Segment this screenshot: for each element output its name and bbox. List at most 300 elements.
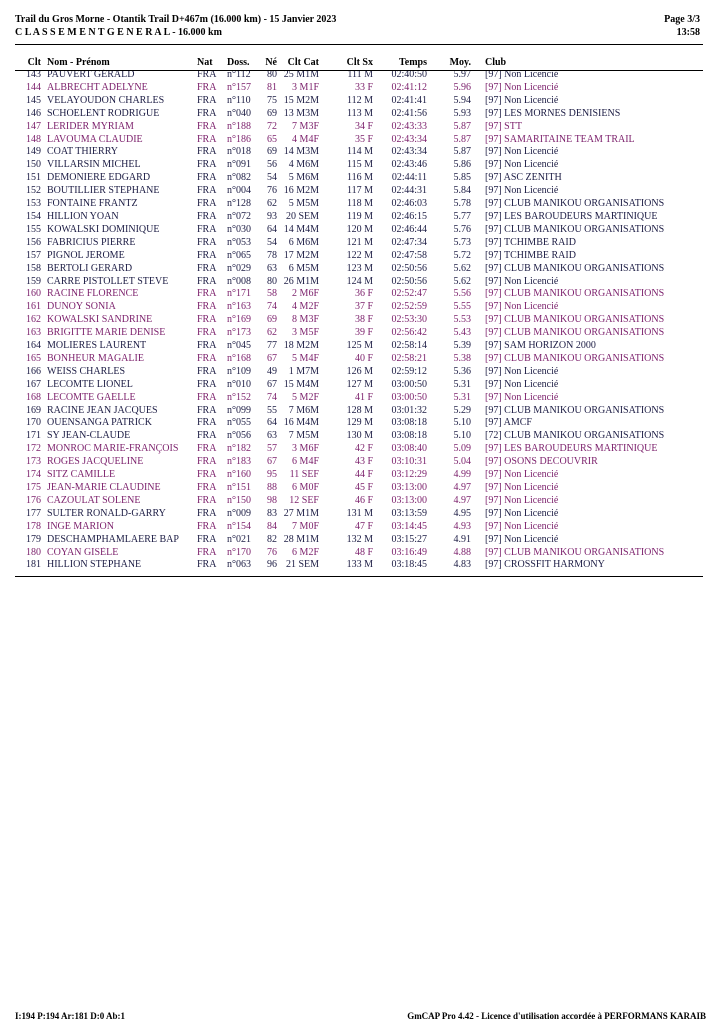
finish-time-cell: 03:10:31 [391, 456, 427, 468]
average-speed-cell: 5.04 [453, 456, 471, 468]
finish-time-cell: 03:12:29 [391, 469, 427, 481]
table-row [15, 108, 703, 121]
sex-rank-cell: 38 F [354, 314, 373, 326]
category-rank-cell: 26 M1M [283, 275, 319, 287]
category-rank-cell: 21 SEM [285, 559, 319, 571]
footer-license: GmCAP Pro 4.42 - Licence d'utilisation accordée à PERFORMANS KARAIB [407, 1011, 706, 1021]
club-cell: [97] CLUB MANIKOU ORGANISATIONS [485, 327, 665, 339]
average-speed-cell: 5.62 [453, 275, 471, 287]
finish-time-cell: 03:08:40 [391, 443, 427, 455]
birth-year-cell: 56 [267, 159, 277, 171]
sex-rank-cell: 119 M [346, 210, 373, 222]
table-row [15, 146, 703, 159]
nationality-cell: FRA [197, 172, 217, 184]
bib-number-cell: n°183 [227, 456, 251, 468]
sex-rank-cell: 127 M [346, 378, 373, 390]
bib-number-cell: n°160 [227, 469, 251, 481]
club-cell: [97] AMCF [485, 417, 532, 429]
table-row [15, 288, 703, 301]
nationality-cell: FRA [197, 185, 217, 197]
club-cell: [97] Non Licencié [485, 159, 559, 171]
birth-year-cell: 69 [267, 146, 277, 158]
rank-cell: 178 [26, 520, 41, 532]
page-number: Page 3/3 [664, 14, 700, 25]
runner-name-cell: DEMONIERE EDGARD [47, 172, 151, 184]
nationality-cell: FRA [197, 288, 217, 300]
runner-name-cell: KOWALSKI SANDRINE [47, 314, 153, 326]
club-cell: [97] LES BAROUDEURS MARTINIQUE [485, 443, 658, 455]
average-speed-cell: 5.09 [453, 443, 471, 455]
category-rank-cell: 6 M0F [292, 482, 319, 493]
birth-year-cell: 69 [267, 107, 277, 119]
club-cell: [97] CLUB MANIKOU ORGANISATIONS [485, 314, 665, 326]
nationality-cell: FRA [197, 456, 217, 468]
rank-cell: 166 [26, 365, 41, 377]
nationality-cell: FRA [197, 133, 217, 145]
club-cell: [97] Non Licencié [485, 494, 559, 506]
rank-cell: 172 [26, 443, 41, 455]
birth-year-cell: 76 [267, 185, 277, 197]
nationality-cell: FRA [197, 546, 217, 558]
sex-rank-cell: 120 M [346, 223, 373, 235]
bib-number-cell: n°150 [227, 494, 251, 506]
nationality-cell: FRA [197, 391, 217, 403]
category-rank-cell: 4 M4F [292, 133, 319, 145]
birth-year-cell: 93 [267, 210, 277, 222]
runner-name-cell: COAT THIERRY [47, 146, 119, 158]
nationality-cell: FRA [197, 378, 217, 390]
rank-cell: 155 [26, 223, 41, 235]
sex-rank-cell: 126 M [346, 365, 373, 377]
birth-year-cell: 98 [267, 494, 277, 506]
col-header-temps: Temps [399, 56, 427, 68]
bib-number-cell: n°109 [227, 365, 251, 377]
club-cell: [97] CLUB MANIKOU ORGANISATIONS [485, 262, 665, 274]
category-rank-cell: 7 M3F [292, 120, 319, 132]
rank-cell: 180 [26, 546, 41, 558]
finish-time-cell: 03:13:00 [391, 482, 427, 493]
club-cell: [97] Non Licencié [485, 94, 559, 106]
bib-number-cell: n°053 [227, 236, 251, 248]
nationality-cell: FRA [197, 352, 217, 364]
average-speed-cell: 5.94 [453, 94, 471, 106]
bib-number-cell: n°186 [227, 133, 251, 145]
finish-time-cell: 03:08:18 [391, 430, 427, 442]
birth-year-cell: 63 [267, 430, 277, 442]
bib-number-cell: n°169 [227, 314, 251, 326]
runner-name-cell: BOUTILLIER STEPHANE [47, 185, 160, 197]
birth-year-cell: 54 [267, 172, 277, 184]
birth-year-cell: 74 [267, 391, 277, 403]
category-rank-cell: 7 M6M [288, 404, 319, 416]
col-header-club: Club [485, 56, 507, 68]
average-speed-cell: 5.93 [453, 107, 471, 119]
average-speed-cell: 5.78 [453, 198, 471, 210]
nationality-cell: FRA [197, 210, 217, 222]
table-row [15, 392, 703, 405]
nationality-cell: FRA [197, 223, 217, 235]
bib-number-cell: n°008 [227, 275, 251, 287]
rank-cell: 162 [26, 314, 41, 326]
birth-year-cell: 64 [267, 223, 277, 235]
birth-year-cell: 67 [267, 352, 277, 364]
rank-cell: 161 [26, 301, 41, 313]
category-rank-cell: 16 M2M [283, 185, 319, 197]
finish-time-cell: 02:43:46 [391, 159, 427, 171]
bib-number-cell: n°168 [227, 352, 251, 364]
average-speed-cell: 5.72 [453, 249, 471, 261]
table-row [15, 301, 703, 314]
sex-rank-cell: 46 F [354, 494, 373, 506]
runner-name-cell: BONHEUR MAGALIE [47, 352, 144, 364]
rank-cell: 157 [26, 249, 41, 261]
finish-time-cell: 02:44:11 [391, 172, 427, 184]
table-row [15, 198, 703, 211]
runner-name-cell: CARRE PISTOLLET STEVE [47, 275, 169, 287]
birth-year-cell: 62 [267, 198, 277, 210]
table-row [15, 211, 703, 224]
category-rank-cell: 7 M5M [288, 430, 319, 442]
finish-time-cell: 02:41:56 [391, 107, 427, 119]
average-speed-cell: 5.29 [453, 404, 471, 416]
finish-time-cell: 02:43:34 [391, 133, 427, 145]
table-row [15, 340, 703, 353]
average-speed-cell: 5.38 [453, 352, 471, 364]
birth-year-cell: 57 [267, 443, 277, 455]
category-rank-cell: 4 M2F [292, 301, 319, 313]
sex-rank-cell: 35 F [354, 133, 373, 145]
category-rank-cell: 3 M5F [292, 327, 319, 339]
finish-time-cell: 03:01:32 [391, 404, 427, 416]
club-cell: [97] CLUB MANIKOU ORGANISATIONS [485, 352, 665, 364]
nationality-cell: FRA [197, 249, 217, 261]
average-speed-cell: 5.55 [453, 301, 471, 313]
category-rank-cell: 18 M2M [283, 340, 319, 352]
birth-year-cell: 65 [267, 133, 277, 145]
rank-cell: 176 [26, 494, 41, 506]
runner-name-cell: PAUVERT GÉRALD [47, 69, 135, 80]
sex-rank-cell: 121 M [346, 236, 373, 248]
bib-number-cell: n°045 [227, 340, 251, 352]
rank-cell: 144 [26, 81, 41, 93]
table-row [15, 172, 703, 185]
club-cell: [97] Non Licencié [485, 507, 559, 519]
nationality-cell: FRA [197, 430, 217, 442]
birth-year-cell: 67 [267, 456, 277, 468]
sex-rank-cell: 113 M [346, 107, 373, 119]
club-cell: [97] CLUB MANIKOU ORGANISATIONS [485, 198, 665, 210]
runner-name-cell: CAZOULAT SOLENE [47, 494, 141, 506]
rank-cell: 145 [26, 94, 41, 106]
nationality-cell: FRA [197, 275, 217, 287]
club-cell: [97] Non Licencié [485, 482, 559, 493]
birth-year-cell: 80 [267, 69, 277, 80]
category-rank-cell: 15 M4M [283, 378, 319, 390]
nationality-cell: FRA [197, 314, 217, 326]
col-header-nat: Nat [197, 56, 213, 68]
club-cell: [97] Non Licencié [485, 185, 559, 197]
average-speed-cell: 5.76 [453, 223, 471, 235]
sex-rank-cell: 41 F [354, 391, 373, 403]
rank-cell: 143 [26, 69, 41, 80]
rank-cell: 174 [26, 469, 41, 481]
table-row [15, 250, 703, 263]
col-header-doss: Doss. [227, 56, 250, 68]
nationality-cell: FRA [197, 520, 217, 532]
col-header-clt-cat: Clt Cat [287, 56, 319, 68]
nationality-cell: FRA [197, 159, 217, 171]
bib-number-cell: n°151 [227, 482, 251, 493]
club-cell: [97] LES MORNES DENISIENS [485, 107, 621, 119]
bib-number-cell: n°171 [227, 288, 251, 300]
rank-cell: 181 [26, 559, 41, 571]
nationality-cell: FRA [197, 94, 217, 106]
average-speed-cell: 5.84 [453, 185, 471, 197]
runner-name-cell: SULTER RONALD-GARRY [47, 507, 166, 519]
bib-number-cell: n°099 [227, 404, 251, 416]
table-row [15, 469, 703, 482]
average-speed-cell: 5.97 [453, 69, 471, 80]
bib-number-cell: n°182 [227, 443, 251, 455]
bib-number-cell: n°065 [227, 249, 251, 261]
club-cell: [97] Non Licencié [485, 365, 559, 377]
sex-rank-cell: 33 F [354, 81, 373, 93]
table-row [15, 159, 703, 172]
category-rank-cell: 15 M2M [283, 94, 319, 106]
club-cell: [97] LES BAROUDEURS MARTINIQUE [485, 210, 658, 222]
bib-number-cell: n°010 [227, 378, 251, 390]
finish-time-cell: 02:52:47 [391, 288, 427, 300]
runner-name-cell: WEISS CHARLES [47, 365, 126, 377]
category-rank-cell: 16 M4M [283, 417, 319, 429]
average-speed-cell: 5.10 [453, 430, 471, 442]
bib-number-cell: n°173 [227, 327, 251, 339]
category-rank-cell: 25 M1M [283, 69, 319, 80]
table-row [15, 547, 703, 560]
nationality-cell: FRA [197, 340, 217, 352]
rank-cell: 173 [26, 456, 41, 468]
runner-name-cell: RACINE FLORENCE [47, 288, 139, 300]
table-row [15, 276, 703, 289]
table-row [15, 495, 703, 508]
nationality-cell: FRA [197, 236, 217, 248]
birth-year-cell: 76 [267, 546, 277, 558]
club-cell: [97] STT [485, 120, 522, 132]
rank-cell: 154 [26, 210, 41, 222]
rank-cell: 149 [26, 146, 41, 158]
rank-cell: 164 [26, 340, 41, 352]
category-rank-cell: 8 M3F [292, 314, 319, 326]
birth-year-cell: 95 [267, 469, 277, 481]
category-rank-cell: 6 M5M [288, 262, 319, 274]
bib-number-cell: n°030 [227, 223, 251, 235]
table-row [15, 417, 703, 430]
club-cell: [97] Non Licencié [485, 378, 559, 390]
runner-name-cell: RACINE JEAN JACQUES [47, 404, 158, 416]
print-time: 13:58 [676, 27, 700, 38]
average-speed-cell: 5.73 [453, 236, 471, 248]
category-rank-cell: 5 M4F [292, 352, 319, 364]
category-rank-cell: 6 M2F [292, 546, 319, 558]
rank-cell: 158 [26, 262, 41, 274]
club-cell: [97] Non Licencié [485, 146, 559, 158]
rank-cell: 168 [26, 391, 41, 403]
bib-number-cell: n°063 [227, 559, 251, 571]
table-row [15, 508, 703, 521]
table-row [15, 534, 703, 547]
club-cell: [72] CLUB MANIKOU ORGANISATIONS [485, 430, 665, 442]
category-rank-cell: 20 SEM [285, 210, 319, 222]
sex-rank-cell: 116 M [346, 172, 373, 184]
table-row [15, 314, 703, 327]
rank-cell: 163 [26, 327, 41, 339]
runner-name-cell: ROGES JACQUELINE [47, 456, 144, 468]
category-rank-cell: 6 M6M [288, 236, 319, 248]
rank-cell: 151 [26, 172, 41, 184]
birth-year-cell: 67 [267, 378, 277, 390]
table-row [15, 521, 703, 534]
rank-cell: 170 [26, 417, 41, 429]
club-cell: [97] CLUB MANIKOU ORGANISATIONS [485, 404, 665, 416]
category-rank-cell: 5 M2F [292, 391, 319, 403]
average-speed-cell: 5.87 [453, 146, 471, 158]
nationality-cell: FRA [197, 198, 217, 210]
category-rank-cell: 3 M1F [292, 81, 319, 93]
bib-number-cell: n°091 [227, 159, 251, 171]
birth-year-cell: 77 [267, 340, 277, 352]
runner-name-cell: SCHOELENT RODRIGUE [47, 107, 160, 119]
nationality-cell: FRA [197, 443, 217, 455]
club-cell: [97] ASC ZENITH [485, 172, 562, 184]
table-row [15, 95, 703, 108]
average-speed-cell: 5.53 [453, 314, 471, 326]
club-cell: [97] Non Licencié [485, 391, 559, 403]
average-speed-cell: 5.39 [453, 340, 471, 352]
sex-rank-cell: 118 M [346, 198, 373, 210]
results-table [15, 55, 703, 572]
birth-year-cell: 54 [267, 236, 277, 248]
table-end-rule [15, 576, 703, 577]
average-speed-cell: 4.95 [453, 507, 471, 519]
rank-cell: 165 [26, 352, 41, 364]
birth-year-cell: 88 [267, 482, 277, 493]
nationality-cell: FRA [197, 482, 217, 493]
runner-name-cell: BRIGITTE MARIE DENISE [47, 327, 166, 339]
rank-cell: 160 [26, 288, 41, 300]
runner-name-cell: HILLION YOAN [47, 210, 119, 222]
category-rank-cell: 11 SEF [289, 469, 319, 481]
finish-time-cell: 02:43:33 [391, 120, 427, 132]
sex-rank-cell: 129 M [346, 417, 373, 429]
col-header-moy: Moy. [449, 56, 471, 68]
average-speed-cell: 4.97 [453, 482, 471, 493]
average-speed-cell: 5.36 [453, 365, 471, 377]
birth-year-cell: 63 [267, 262, 277, 274]
nationality-cell: FRA [197, 469, 217, 481]
table-row [15, 456, 703, 469]
runner-name-cell: MOLIERES LAURENT [47, 340, 147, 352]
rank-cell: 147 [26, 120, 41, 132]
bib-number-cell: n°021 [227, 533, 251, 545]
average-speed-cell: 4.97 [453, 494, 471, 506]
birth-year-cell: 83 [267, 507, 277, 519]
average-speed-cell: 5.31 [453, 378, 471, 390]
runner-name-cell: VELAYOUDON CHARLES [47, 94, 165, 106]
nationality-cell: FRA [197, 81, 217, 93]
average-speed-cell: 5.62 [453, 262, 471, 274]
category-rank-cell: 6 M4F [292, 456, 319, 468]
finish-time-cell: 02:56:42 [391, 327, 427, 339]
bib-number-cell: n°128 [227, 198, 251, 210]
document-header [15, 13, 336, 39]
rank-cell: 167 [26, 378, 41, 390]
sex-rank-cell: 112 M [346, 94, 373, 106]
sex-rank-cell: 117 M [346, 185, 373, 197]
average-speed-cell: 4.93 [453, 520, 471, 532]
average-speed-cell: 4.99 [453, 469, 471, 481]
average-speed-cell: 5.96 [453, 81, 471, 93]
header-bottom-rule [15, 70, 703, 71]
average-speed-cell: 5.77 [453, 210, 471, 222]
birth-year-cell: 75 [267, 94, 277, 106]
table-row [15, 134, 703, 147]
finish-time-cell: 03:16:49 [391, 546, 427, 558]
rank-cell: 153 [26, 198, 41, 210]
sex-rank-cell: 128 M [346, 404, 373, 416]
category-rank-cell: 17 M2M [283, 249, 319, 261]
table-row [15, 327, 703, 340]
nationality-cell: FRA [197, 262, 217, 274]
average-speed-cell: 5.86 [453, 159, 471, 171]
club-cell: [97] CLUB MANIKOU ORGANISATIONS [485, 223, 665, 235]
table-row [15, 263, 703, 276]
category-rank-cell: 2 M6F [292, 288, 319, 300]
birth-year-cell: 72 [267, 120, 277, 132]
sex-rank-cell: 34 F [354, 120, 373, 132]
rank-cell: 156 [26, 236, 41, 248]
table-row [15, 224, 703, 237]
bib-number-cell: n°056 [227, 430, 251, 442]
finish-time-cell: 02:41:12 [391, 81, 427, 93]
finish-time-cell: 02:47:58 [391, 249, 427, 261]
finish-time-cell: 03:13:00 [391, 494, 427, 506]
runner-name-cell: LAVOUMA CLAUDIE [47, 133, 143, 145]
finish-time-cell: 02:46:15 [391, 210, 427, 222]
sex-rank-cell: 42 F [354, 443, 373, 455]
sex-rank-cell: 37 F [354, 301, 373, 313]
category-rank-cell: 14 M3M [283, 146, 319, 158]
sex-rank-cell: 114 M [346, 146, 373, 158]
table-row [15, 237, 703, 250]
table-row [15, 353, 703, 366]
bib-number-cell: n°072 [227, 210, 251, 222]
runner-name-cell: FONTAINE FRANTZ [47, 198, 138, 210]
col-header-clt: Clt [27, 56, 41, 68]
finish-time-cell: 02:58:14 [391, 340, 427, 352]
sex-rank-cell: 130 M [346, 430, 373, 442]
finish-time-cell: 03:13:59 [391, 507, 427, 519]
finish-time-cell: 02:46:44 [391, 223, 427, 235]
runner-name-cell: HILLION STEPHANE [47, 559, 142, 571]
runner-name-cell: MONROC MARIE-FRANÇOIS [47, 443, 179, 455]
finish-time-cell: 02:59:12 [391, 365, 427, 377]
runner-name-cell: FABRICIUS PIERRE [47, 236, 136, 248]
runner-name-cell: OUENSANGA PATRICK [47, 417, 152, 429]
runner-name-cell: BERTOLI GERARD [47, 262, 133, 274]
bib-number-cell: n°157 [227, 81, 251, 93]
sex-rank-cell: 45 F [354, 482, 373, 493]
sex-rank-cell: 43 F [354, 456, 373, 468]
